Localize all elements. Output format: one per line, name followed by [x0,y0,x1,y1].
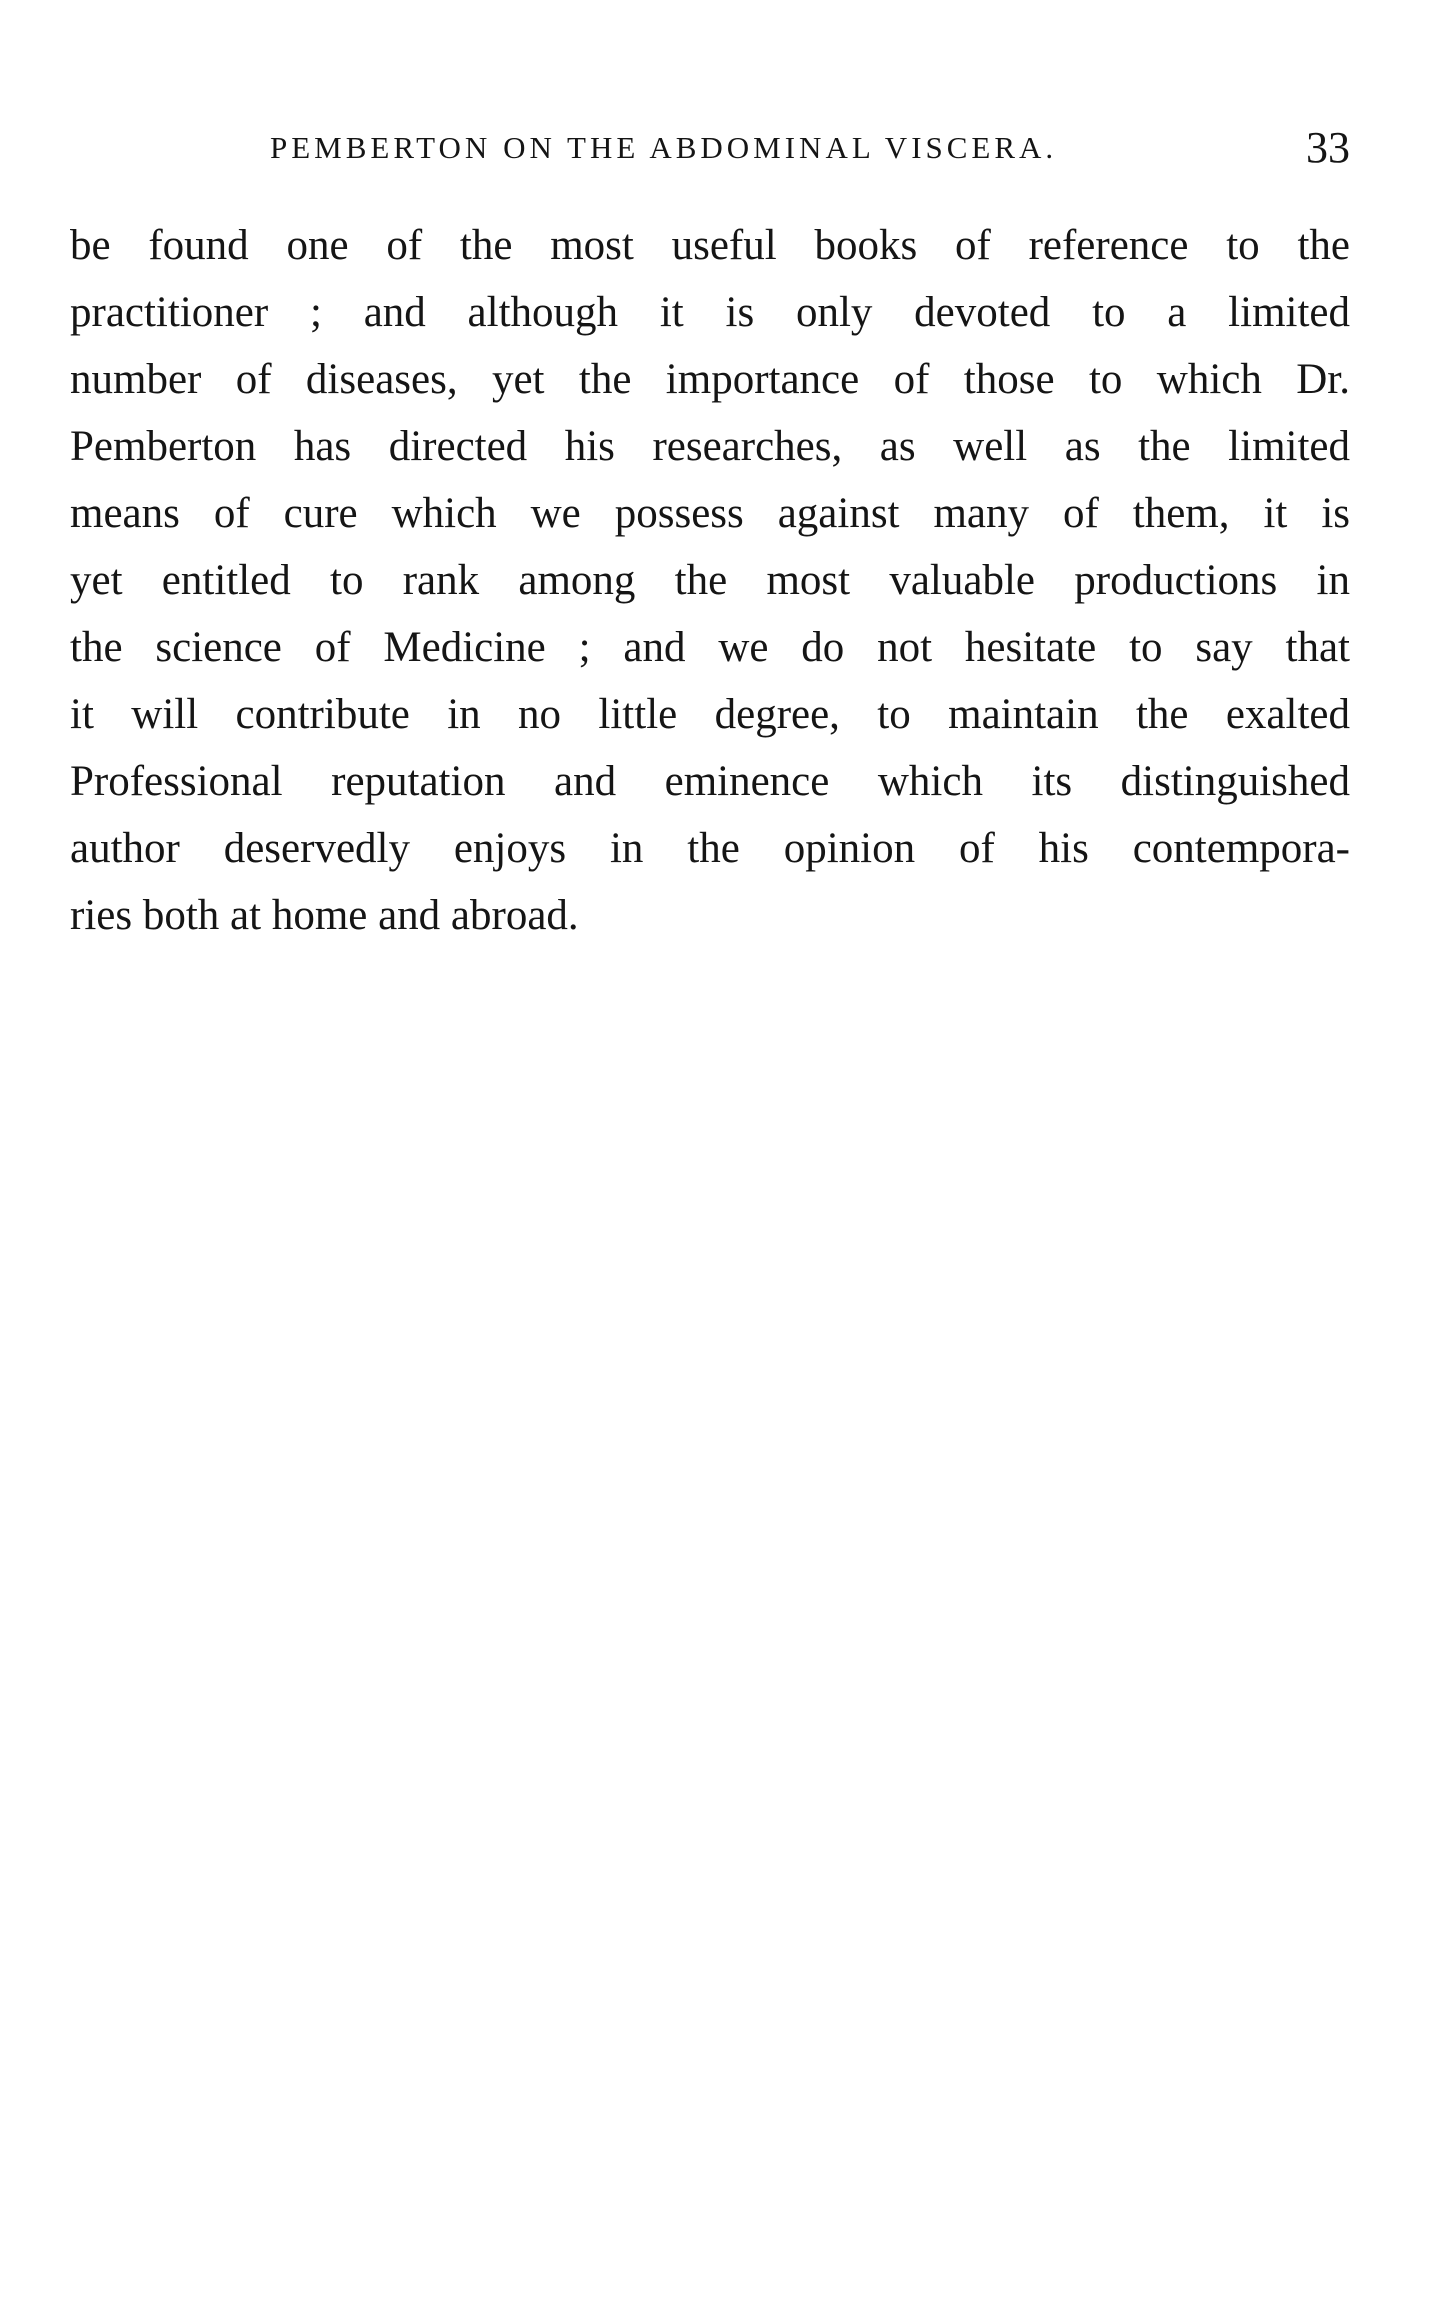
text-line: be found one of the most useful books of reference to the [70,222,1350,269]
running-title: PEMBERTON ON THE ABDOMINAL VISCERA. [270,130,1058,165]
text-line: the science of Medicine ; and we do not hesitate to say that [70,624,1350,671]
text-line: yet entitled to rank among the most valuable productions in [70,557,1350,604]
text-line: it will contribute in no little degree, to maintain the exalted [70,691,1350,738]
text-line: author deservedly enjoys in the opinion of his contempora- [70,825,1350,872]
text-line: ries both at home and abroad. [70,892,579,939]
text-line: Professional reputation and eminence which its distinguished [70,758,1350,805]
running-head [270,122,1350,172]
page-number: 33 [1306,123,1350,172]
text-line: Pemberton has directed his researches, as well as the limited [70,423,1350,470]
text-line: number of diseases, yet the importance of those to which Dr. [70,356,1350,403]
text-line: means of cure which we possess against many of them, it is [70,490,1350,537]
body-paragraph [70,212,1350,949]
text-line: practitioner ; and although it is only devoted to a limited [70,289,1350,336]
